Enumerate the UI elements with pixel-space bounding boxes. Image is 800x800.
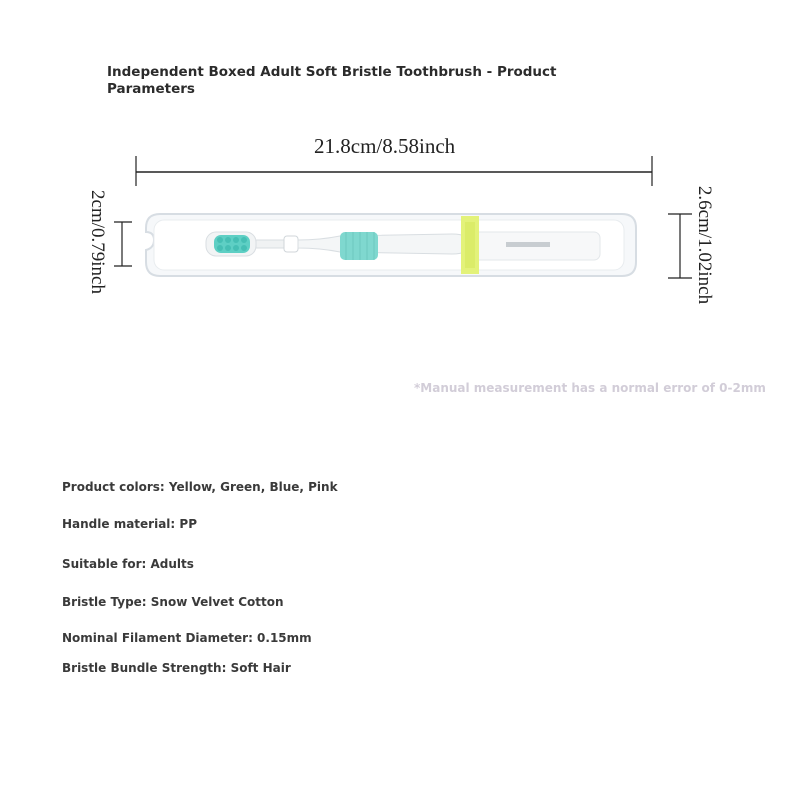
spec-suitable-for: Suitable for: Adults <box>62 557 194 571</box>
spec-bristle-type: Bristle Type: Snow Velvet Cotton <box>62 595 284 609</box>
box-height-label: 2.6cm/1.02inch <box>694 185 715 305</box>
page-title: Independent Boxed Adult Soft Bristle Toothbrush - Product Parameters <box>107 64 557 97</box>
spec-filament-diameter: Nominal Filament Diameter: 0.15mm <box>62 631 312 645</box>
head-width-label: 2cm/0.79inch <box>87 190 108 294</box>
spec-bundle-strength: Bristle Bundle Strength: Soft Hair <box>62 661 291 675</box>
measurement-note: *Manual measurement has a normal error of 0-2mm <box>414 381 766 395</box>
bristles <box>214 235 250 253</box>
spec-colors: Product colors: Yellow, Green, Blue, Pink <box>62 480 338 494</box>
length-label: 21.8cm/8.58inch <box>314 134 456 158</box>
label-band <box>461 216 479 274</box>
head-width-bracket <box>114 222 132 266</box>
length-dimension-line <box>136 156 652 186</box>
box-height-bracket <box>668 214 692 278</box>
spec-handle-material: Handle material: PP <box>62 517 197 531</box>
